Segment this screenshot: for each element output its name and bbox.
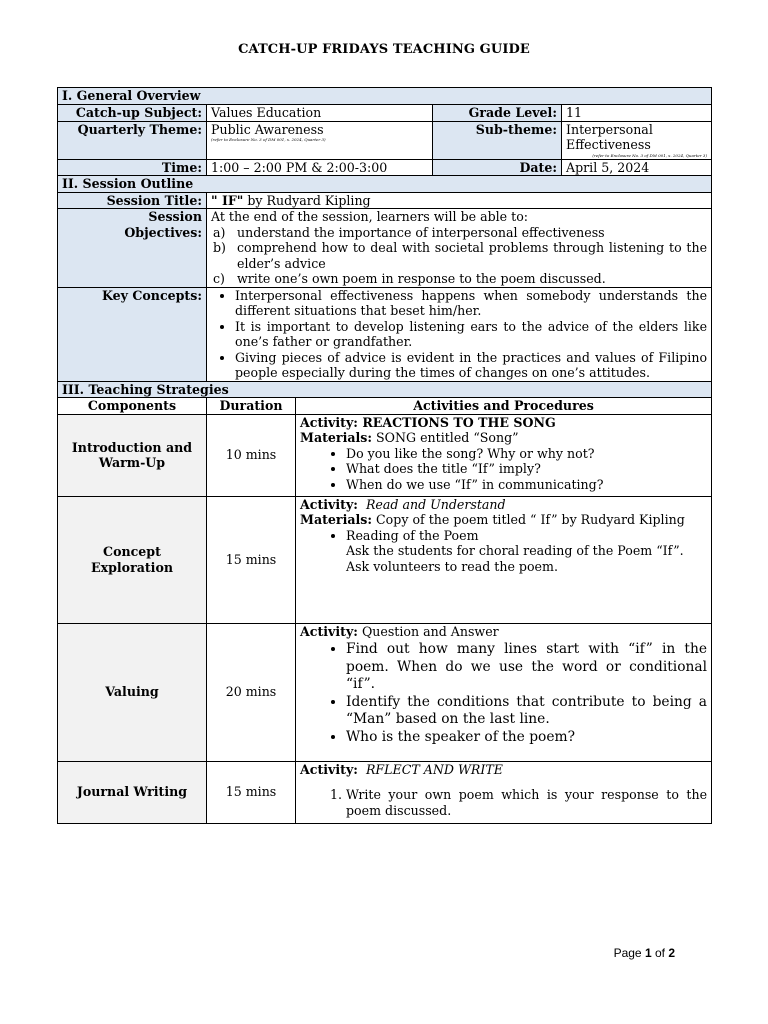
teaching-guide-table [57,87,712,824]
key-concepts-cell [207,287,712,381]
activity-cell: Activity: REACTIONS TO THE SONG Materials: SONG entitled “Song” • Do you like the song? Why or why not? • What does the title “If” imply? • When do we use “If” in communicating? [296,414,712,496]
section-session-outline: II. Session Outline [58,176,712,193]
duration-cell: 20 mins [207,623,296,761]
section-general-overview: I. General Overview [58,88,712,105]
activity-cell: Activity: Read and Understand Materials: Copy of the poem titled “ If” by Rudyard Kipling • Reading of the Poem Ask the students for choral reading of the Poem “If”. Ask volunteers to read the poem. [296,496,712,623]
session-title-label: Session Title: [58,192,207,209]
activity-cell: Activity: Question and Answer • Find out how many lines start with “if” in the poem. When do we use the word or conditional “if”. • Identify the conditions that contribute to being a “Man” based on the last line. • Who is the speaker of the poem? [296,623,712,761]
page-footer: Page 1 of 2 [613,946,675,960]
objectives-label: Session Objectives: [58,209,207,288]
subject-value: Values Education [207,104,433,121]
procedure-list [300,528,707,544]
component-cell: Valuing [58,623,207,761]
duration-cell: 15 mins [207,496,296,623]
procedure-line: Ask the students for choral reading of the Poem “If”. [346,543,684,558]
table-row [58,414,712,496]
list-item: • Do you like the song? Why or why not? [346,446,707,462]
procedure-line: Ask volunteers to read the poem. [346,558,558,574]
strategies-header-row [58,398,712,415]
list-item: • Identify the conditions that contribute to being a “Man” based on the last line. [346,694,707,729]
list-item: 1. Write your own poem which is your response to the poem discussed. [346,787,707,818]
duration-cell: 10 mins [207,414,296,496]
list-item: c) write one’s own poem in response to the poem discussed. [213,271,606,286]
objectives-intro: At the end of the session, learners will be able to: [211,209,529,224]
grade-value: 11 [562,104,712,121]
table-row [58,496,712,623]
objectives-cell [207,209,712,288]
table-row [58,761,712,823]
component-cell: Journal Writing [58,761,207,823]
section-teaching-strategies: III. Teaching Strategies [58,381,712,398]
col-activities: Activities and Procedures [296,398,712,415]
list-item: • What does the title “If” imply? [346,461,707,477]
list-item: • Who is the speaker of the poem? [346,729,707,747]
document-title: CATCH-UP FRIDAYS TEACHING GUIDE [238,42,530,57]
list-item: • It is important to develop listening ears to the advice of the elders like one’s father or grandfather. [235,319,707,350]
subtheme-cell [562,121,712,159]
list-item: • Reading of the Poem [346,528,707,544]
time-value: 1:00 – 2:00 PM & 2:00-3:00 [207,159,433,176]
col-duration: Duration [207,398,296,415]
grade-label: Grade Level: [433,104,562,121]
session-title-rest: by Rudyard Kipling [243,192,371,208]
table-row [58,623,712,761]
activity-cell: Activity: RFLECT AND WRITE 1. Write your own poem which is your response to the poem discussed. [296,761,712,823]
list-item: a) understand the importance of interpersonal effectiveness [213,224,605,240]
objectives-list [211,225,707,287]
task-list [300,787,707,818]
question-list [300,446,707,493]
date-label: Date: [433,159,562,176]
duration-cell: 15 mins [207,761,296,823]
subtheme-note: (refer to Enclosure No. 3 of DM 001, s. 2024, Quarter 3) [592,152,708,158]
date-value: April 5, 2024 [562,159,712,176]
list-item: • Find out how many lines start with “if” in the poem. When do we use the word or conditional “if”. [346,641,707,694]
subject-label: Catch-up Subject: [58,104,207,121]
component-cell: Concept Exploration [58,496,207,623]
list-item: • When do we use “If” in communicating? [346,477,707,493]
theme-cell [207,121,433,159]
key-concepts-label: Key Concepts: [58,287,207,381]
list-item: • Interpersonal effectiveness happens when somebody understands the different situations that beset him/her. [235,288,707,319]
subtheme-label: Sub-theme: [433,121,562,159]
session-title-value [207,192,712,209]
list-item: b) comprehend how to deal with societal problems through listening to the elder’s advice [213,240,708,271]
time-label: Time: [58,159,207,176]
session-title-bold: " IF" [211,192,244,208]
list-item: • Giving pieces of advice is evident in the practices and values of Filipino people especially during the times of changes on one’s attitudes. [235,350,707,381]
key-concepts-list [211,288,707,381]
theme-note: (refer to Enclosure No. 3 of DM 001, s. 2024, Quarter 3) [211,137,326,142]
col-components: Components [58,398,207,415]
component-cell: Introduction and Warm-Up [58,414,207,496]
subtheme-value: Interpersonal Effectiveness [566,121,653,152]
theme-label: Quarterly Theme: [58,121,207,159]
theme-value: Public Awareness [211,121,324,137]
question-list [300,641,707,746]
